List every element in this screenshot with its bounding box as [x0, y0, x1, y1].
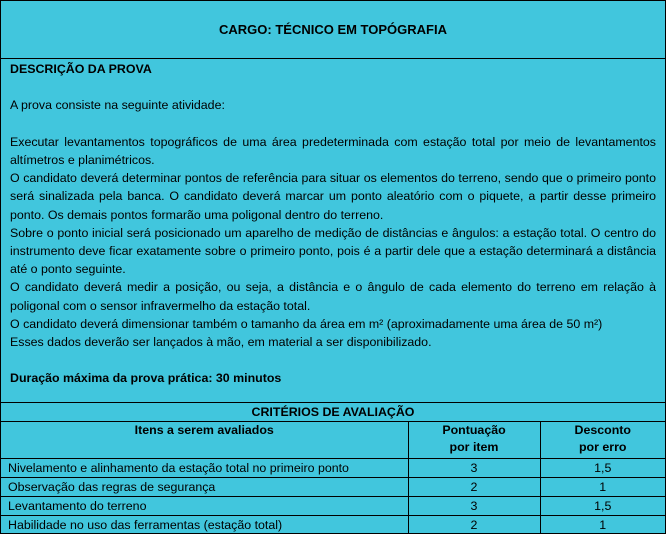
criteria-discount: 1,5 [540, 497, 665, 516]
criteria-header-row [1, 422, 665, 459]
criteria-item: Habilidade no uso das ferramentas (estação total) [1, 516, 408, 534]
criteria-item: Observação das regras de segurança [1, 478, 408, 497]
description-paragraph: Esses dados deverão ser lançados à mão, em material a ser disponibilizado. [10, 335, 432, 350]
page-title: CARGO: TÉCNICO EM TOPÓGRAFIA [1, 1, 665, 59]
criteria-score: 2 [408, 516, 540, 534]
criteria-score: 3 [408, 459, 540, 478]
column-header-discount-line2: por erro [578, 440, 627, 454]
criteria-discount: 1 [540, 478, 665, 497]
description-paragraph: Sobre o ponto inicial será posicionado um aparelho de medição de distâncias e ângulos: a estação total. O centro do instrumento deve ficar exatamente sobre o primeiro ponto, pois é a partir dele que a estação determinará a distância até o ponto seguinte. [10, 225, 656, 277]
description-paragraph: O candidato deverá dimensionar também o tamanho da área em m² (aproximadamente uma área de 50 m²) [10, 316, 603, 331]
table-row [1, 459, 665, 478]
exam-description-section [1, 59, 665, 403]
description-title: DESCRIÇÃO DA PROVA [10, 62, 152, 76]
spacer [10, 78, 656, 96]
column-header-item: Itens a serem avaliados [1, 422, 408, 459]
criteria-title: CRITÉRIOS DE AVALIAÇÃO [1, 403, 665, 422]
column-header-score-line1: Pontuação [442, 423, 506, 437]
criteria-score: 3 [408, 497, 540, 516]
description-paragraph: O candidato deverá determinar pontos de referência para situar os elementos do terreno, sendo que o primeiro ponto será sinalizada pela banca. O candidato deverá marcar um ponto aleatório com o piquete, a partir desse primeiro ponto. Os demais pontos formarão uma poligonal dentro do terreno. [10, 171, 656, 222]
exam-duration: Duração máxima da prova prática: 30 minutos [10, 371, 282, 386]
table-row [1, 497, 665, 516]
spacer [10, 115, 656, 133]
criteria-score: 2 [408, 478, 540, 497]
criteria-discount: 1,5 [540, 459, 665, 478]
description-intro: A prova consiste na seguinte atividade: [10, 98, 225, 113]
criteria-discount: 1 [540, 516, 665, 534]
criteria-item: Levantamento do terreno [1, 497, 408, 516]
column-header-score [408, 422, 540, 459]
table-row [1, 478, 665, 497]
table-row [1, 516, 665, 534]
criteria-item: Nivelamento e alinhamento da estação total no primeiro ponto [1, 459, 408, 478]
description-paragraph: O candidato deverá medir a posição, ou seja, a distância e o ângulo de cada elemento do terreno em relação à poligonal com o sensor infravermelho da estação total. [10, 280, 656, 313]
column-header-discount-line1: Desconto [574, 423, 631, 437]
description-paragraph: Executar levantamentos topográficos de uma área predeterminada com estação total por meio de levantamentos altímetros e planimétricos. [10, 134, 656, 167]
column-header-score-line2: por item [449, 440, 499, 454]
description-body [10, 60, 656, 388]
column-header-discount [540, 422, 665, 459]
spacer [10, 351, 656, 369]
criteria-table [1, 421, 665, 534]
